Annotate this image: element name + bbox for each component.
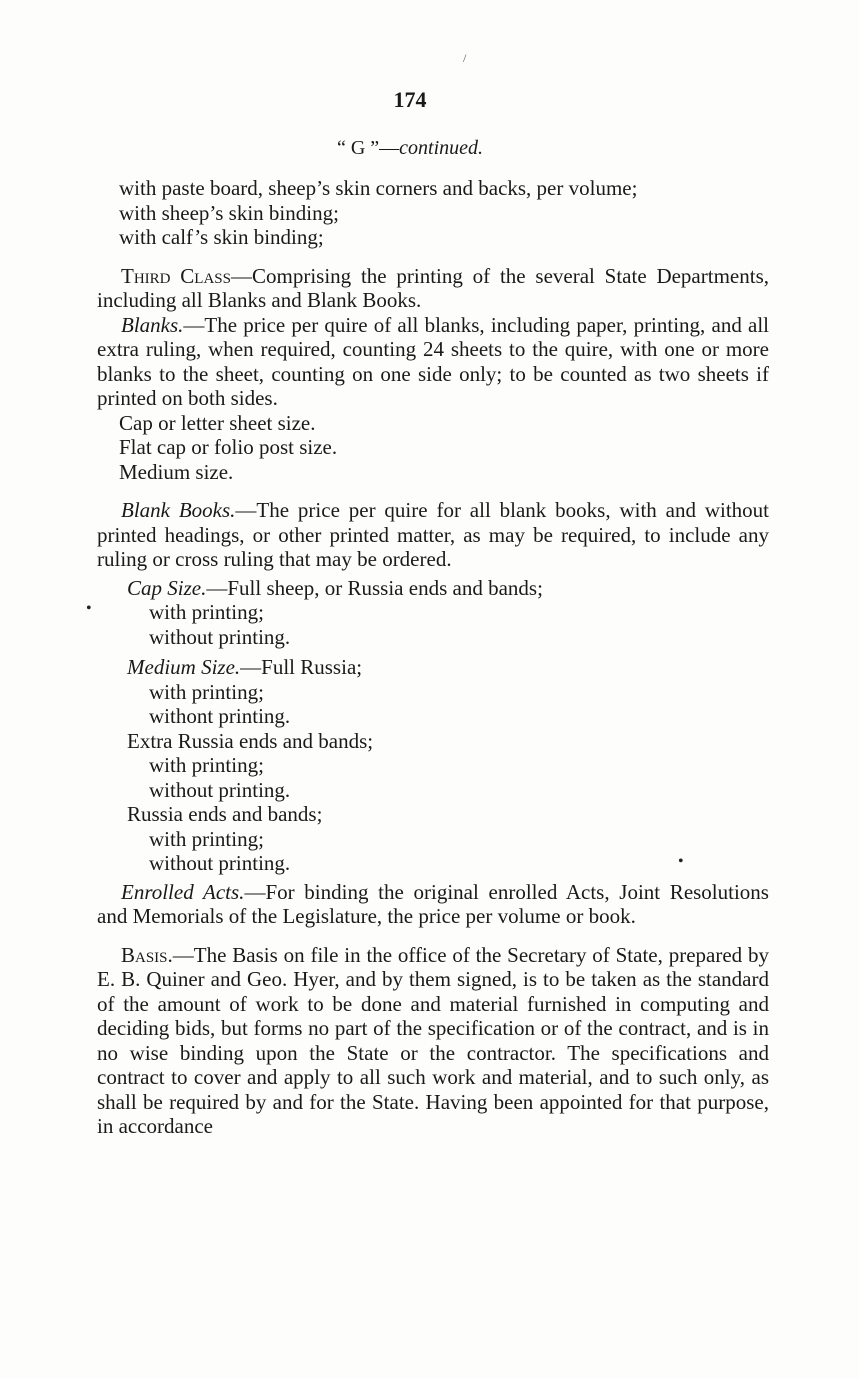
extra-russia-option: without printing. [149,777,291,802]
blanks-text: —The price per quire of all blanks, including paper, printing, and all extra ruling, when required, counting 24 sheets to the quire, with one or more blanks to the sheet, counting on one side only; to be counted as two sheets if printed on both sides. [97,312,769,410]
extra-russia-option: with printing; [149,753,264,777]
blank-books-text: —The price per quire for all blank books, with and without printed headings, or other printed matter, as may be required, to include any ruling or cross ruling that may be ordered. [97,498,769,571]
cap-size-line [97,576,769,601]
third-class-text: —Comprising the printing of the several State Departments, including all Blanks and Blank Books. [97,263,769,312]
page-blemish: • [678,853,684,870]
page-number: 174 [393,87,427,112]
binding-line: with sheep’s skin binding; [119,200,339,225]
extra-russia-line: Extra Russia ends and bands; [127,728,374,753]
binding-line: with calf’s skin binding; [119,225,324,249]
medium-size-option: withont printing. [149,704,291,728]
enrolled-acts-text: —For binding the original enrolled Acts, Joint Resolutions and Memorials of the Legislature, the price per volume or book. [97,879,769,928]
blank-books-paragraph [97,498,769,572]
binding-line: with paste board, sheep’s skin corners and backs, per volume; [119,176,638,200]
cap-size-option: with printing; [149,600,264,624]
blanks-paragraph [97,313,769,411]
medium-size-heading: Medium Size. [127,655,241,679]
russia-ends-option: with printing; [149,826,264,851]
enrolled-acts-heading: Enrolled Acts. [121,879,245,904]
basis-paragraph [97,943,769,1139]
basis-heading: Basis. [121,942,173,967]
cap-size-option: without printing. [149,624,291,649]
russia-ends-option: without printing. [149,851,291,875]
blank-size-item: Cap or letter sheet size. [119,410,316,435]
blanks-heading: Blanks. [121,312,184,337]
page-body [97,176,769,1139]
russia-ends-line: Russia ends and bands; [127,802,323,826]
blank-size-item: Medium size. [119,459,234,484]
page-blemish: • [86,600,92,617]
cap-size-text: —Full sheep, or Russia ends and bands; [206,575,543,600]
running-head-prefix: “ G ”— [336,137,400,159]
medium-size-option: with printing; [149,679,264,704]
third-class-paragraph [97,264,769,313]
medium-size-line [97,655,769,680]
running-head [0,136,820,161]
cap-size-heading: Cap Size. [127,575,207,600]
basis-text: —The Basis on file in the office of the Secretary of State, prepared by E. B. Quiner and Geo. Hyer, and by them signed, is to be taken as the standard of the amount of work to be done and material furnished in computing and deciding bids, but forms no part of the specification or of the contract, and is in no wise binding upon the State or the contractor. The specifications and contract to cover and apply to all such work and material, and to such only, as shall be required by and for the State. Having been appointed for that purpose, in accordance [97,942,769,1138]
running-head-continued: continued. [399,137,484,159]
enrolled-acts-paragraph [97,880,769,929]
third-class-heading: Third Class [121,263,231,288]
medium-size-text: —Full Russia; [240,655,363,679]
blank-books-heading: Blank Books. [121,498,236,522]
blank-size-item: Flat cap or folio post size. [119,435,338,459]
page-blemish: / [463,51,467,65]
